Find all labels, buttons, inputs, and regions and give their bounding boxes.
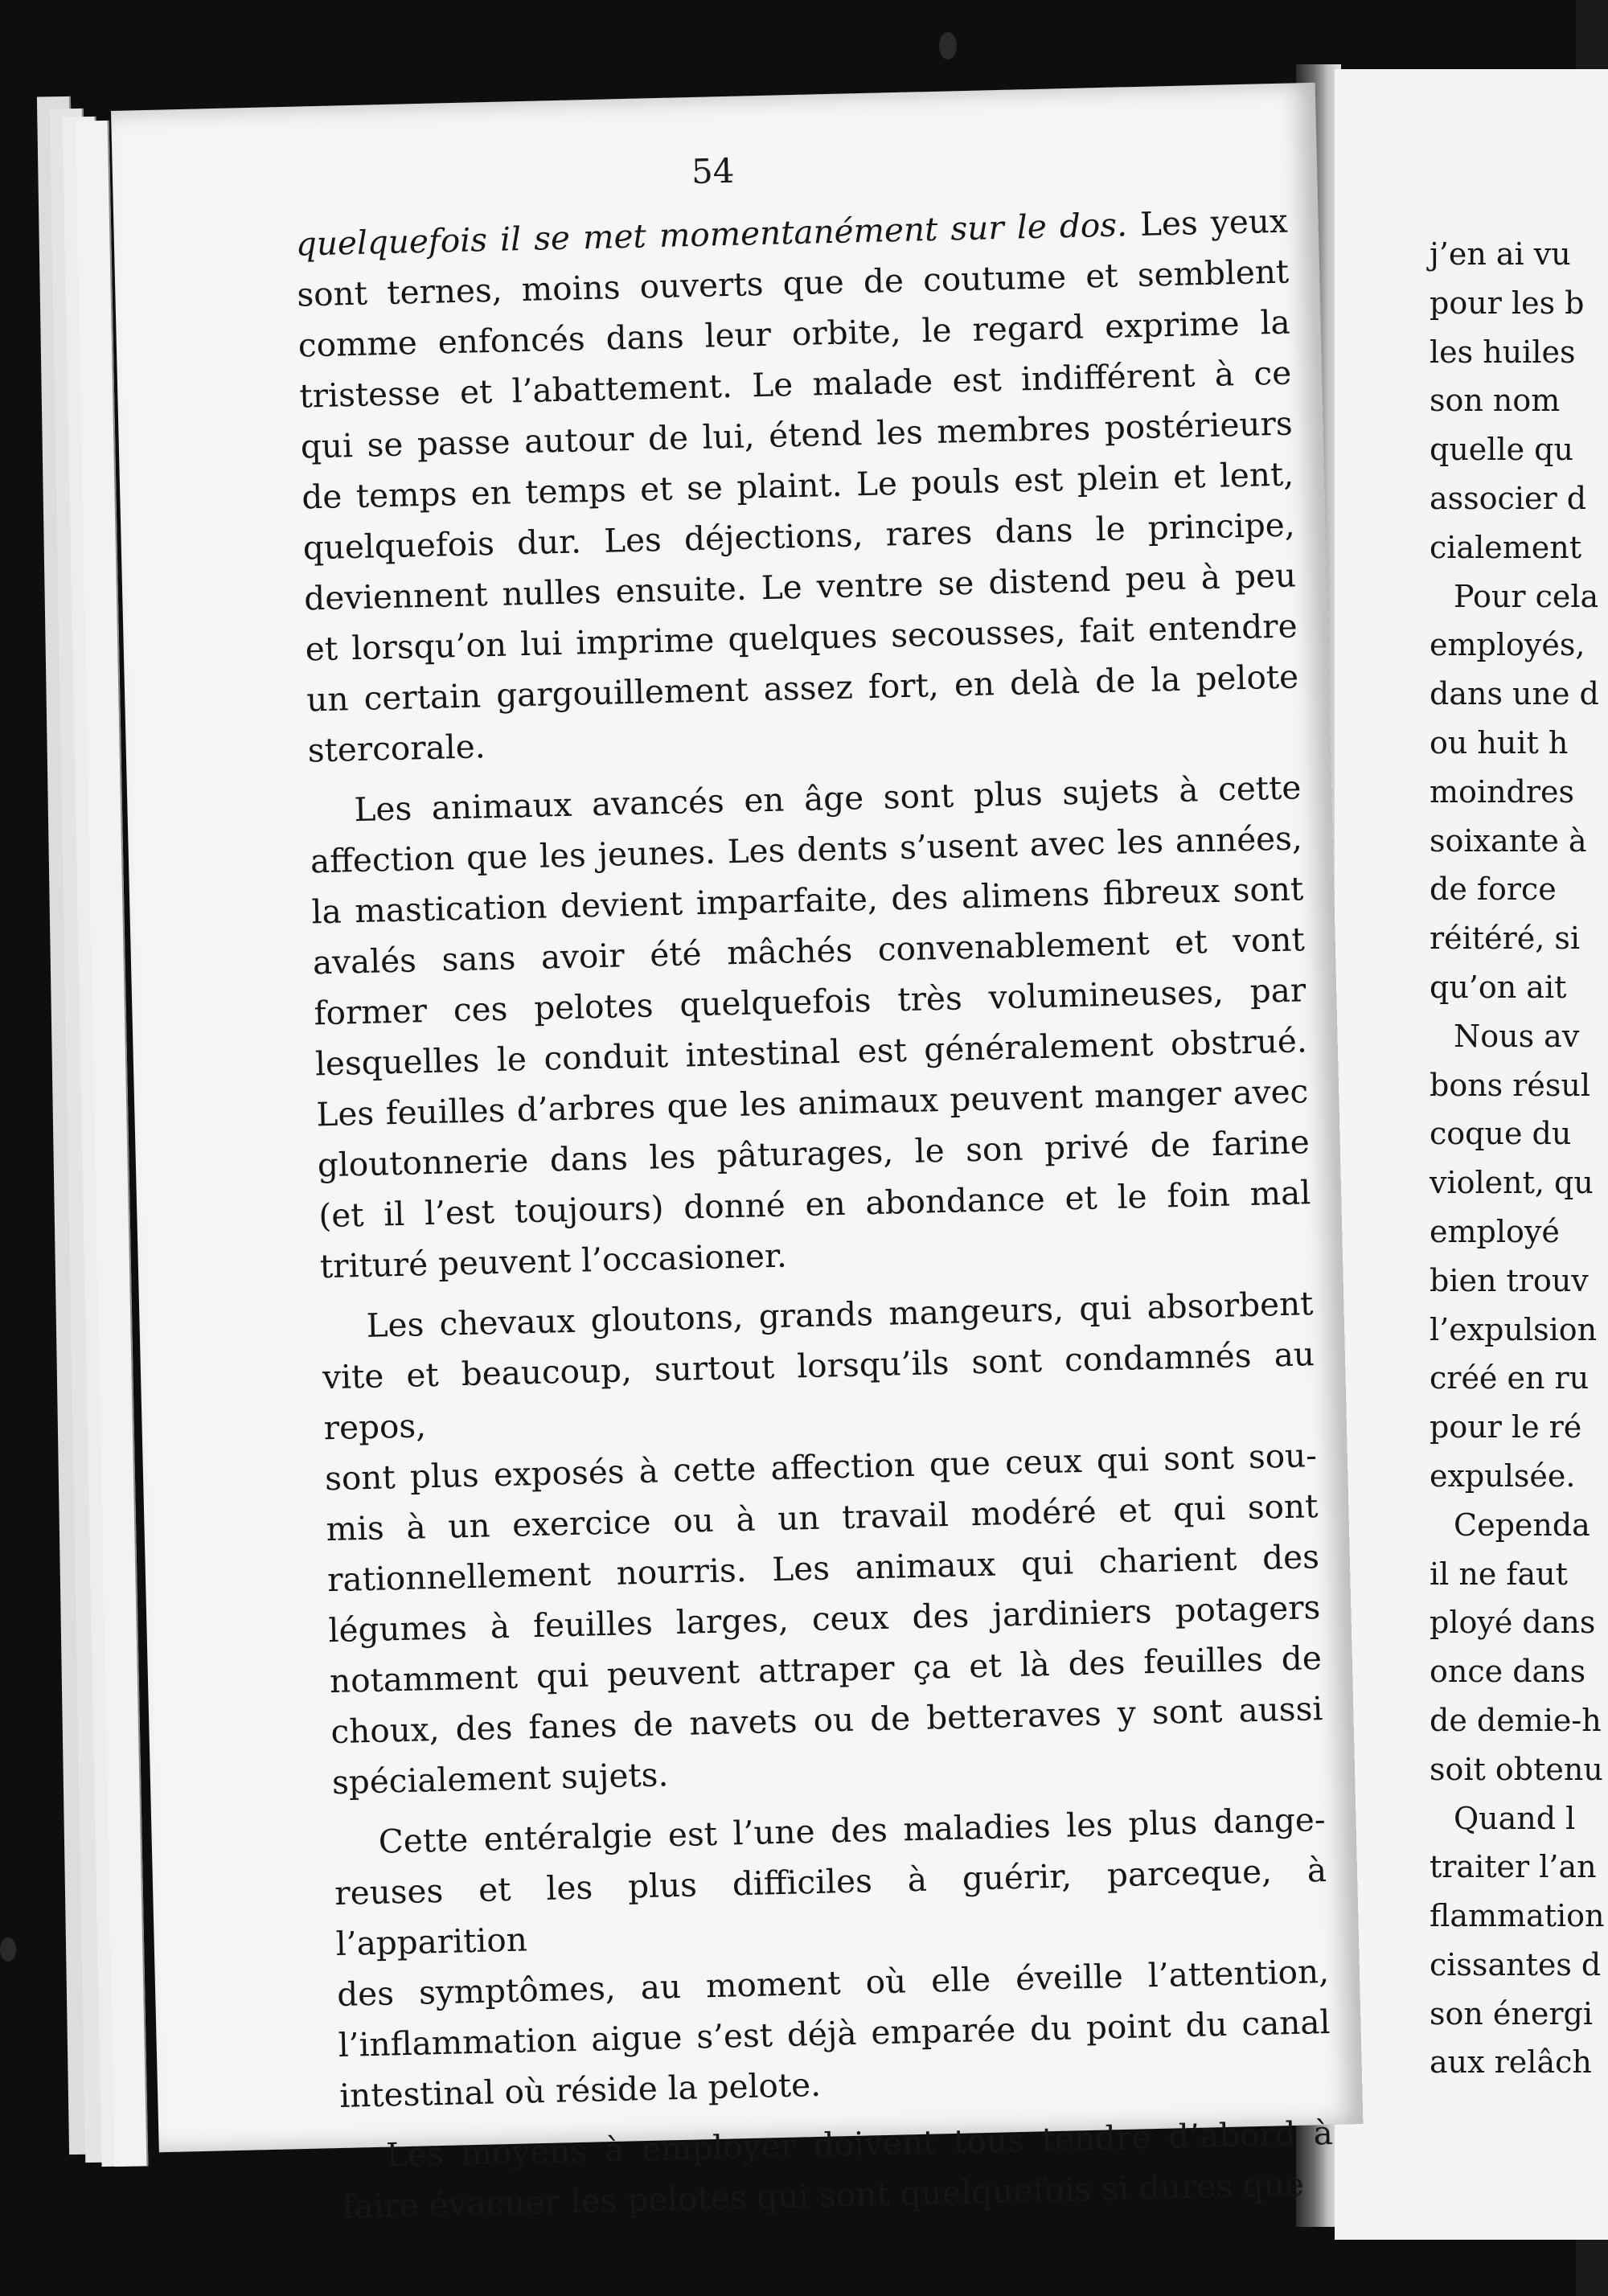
paragraph — [333, 1794, 1332, 2122]
left-page — [111, 83, 1363, 2226]
right-page-line: ployé dans — [1430, 1605, 1596, 1641]
right-page-line: il ne faut — [1430, 1556, 1568, 1592]
left-page-text — [295, 196, 1335, 2232]
text-span: Les yeux — [1126, 201, 1289, 244]
paragraph — [321, 1278, 1325, 1808]
right-page-line: Pour cela — [1454, 578, 1599, 614]
text-line: tristesse et l’abattement. Le malade est indifférent à ce — [298, 353, 1292, 416]
paragraph — [340, 2108, 1335, 2232]
text-line: sont plus exposés à cette affection que ceux qui sont sou- — [324, 1436, 1318, 1499]
right-page-line: aux relâch — [1430, 2044, 1592, 2081]
text-line: légumes à feuilles larges, ceux des jardiniers potagers — [328, 1588, 1321, 1650]
right-page-line: coque du — [1430, 1116, 1572, 1152]
right-page-line: pour les b — [1430, 285, 1585, 321]
right-page-line: j’en ai vu — [1430, 236, 1571, 272]
italic-phrase: quelquefois il se met momentanément sur le dos. — [295, 205, 1128, 264]
right-page-line: flammation — [1430, 1898, 1605, 1934]
scan-smudge — [939, 32, 957, 59]
right-page-line: l’expulsion — [1430, 1311, 1598, 1347]
right-page-line: Cependa — [1454, 1507, 1590, 1543]
text-line: Les animaux avancés en âge sont plus sujets à cette — [353, 768, 1302, 830]
text-line: Les moyens à employer doivent tous tendre d’abord à — [385, 2113, 1334, 2175]
text-line: Cette entéralgie est l’une des maladies les plus dange- — [378, 1800, 1327, 1861]
right-page-line: cialement — [1430, 529, 1581, 565]
text-line: intestinal où réside la pelote. — [338, 2064, 822, 2115]
text-line: rationnellement nourris. Les animaux qui charient des — [326, 1537, 1320, 1600]
paragraph — [295, 196, 1300, 777]
scan-smudge — [0, 1937, 16, 1962]
text-line: avalés sans avoir été mâchés convenablement et vont — [312, 920, 1306, 982]
right-page-line: expulsée. — [1430, 1458, 1576, 1494]
right-page-line: dans une d — [1430, 676, 1599, 712]
text-line: former ces pelotes quelquefois très volumineuses, par — [313, 970, 1306, 1033]
text-line: notamment qui peuvent attraper ça et là des feuilles de — [329, 1638, 1323, 1701]
text-line: quelquefois dur. Les déjections, rares dans le principe, — [302, 505, 1296, 568]
text-line: un certain gargouillement assez fort, en delà de la pelote — [306, 657, 1299, 720]
right-page-line: Nous av — [1454, 1018, 1580, 1054]
right-page-line: qu’on ait — [1430, 969, 1567, 1005]
text-line: de temps en temps et se plaint. Le pouls est plein et lent, — [301, 454, 1294, 517]
right-page-line: soit obtenu — [1430, 1751, 1603, 1787]
text-line: Les feuilles d’arbres que les animaux peuvent manger avec — [315, 1072, 1309, 1134]
right-page-line: employés, — [1430, 627, 1585, 663]
text-line: des symptômes, au moment où elle éveille l’attention, — [336, 1951, 1330, 2015]
right-page-line: traiter l’an — [1430, 1849, 1597, 1885]
right-page-line: réitéré, si — [1430, 920, 1581, 957]
right-page-line: créé en ru — [1430, 1360, 1590, 1396]
text-line: et lorsqu’on lui imprime quelques secousses, fait entendre — [305, 606, 1298, 669]
text-line: comme enfoncés dans leur orbite, le regard exprime la — [297, 302, 1291, 365]
text-line: qui se passe autour de lui, étend les membres postérieurs — [300, 404, 1294, 466]
right-page-line: les huiles — [1430, 334, 1576, 370]
text-line: sont ternes, moins ouverts que de coutume et semblent — [296, 252, 1290, 314]
right-page-line: cissantes d — [1430, 1946, 1602, 1982]
text-line: faire évacuer les pelotes qui sont quelquefois si dures que — [341, 2164, 1305, 2226]
right-page-line: associer d — [1430, 480, 1587, 516]
right-page-line: quelle qu — [1430, 432, 1573, 468]
paragraph — [309, 762, 1313, 1292]
right-page-line: bien trouv — [1430, 1262, 1589, 1298]
right-page-line: moindres — [1430, 773, 1575, 810]
page-number: 54 — [691, 150, 735, 192]
text-line: spécialement sujets. — [331, 1755, 669, 1802]
right-page-line: soixante à — [1430, 822, 1587, 859]
right-page-line: ou huit h — [1430, 724, 1569, 761]
right-page-line: son énergi — [1430, 1995, 1594, 2032]
text-line: l’inflammation aigue s’est déjà emparée du point du canal — [338, 2002, 1331, 2064]
text-line: affection que les jeunes. Les dents s’usent avec les années, — [310, 818, 1303, 881]
text-line: lesquelles le conduit intestinal est généralement obstrué. — [314, 1021, 1308, 1084]
right-page-line: Quand l — [1454, 1800, 1576, 1836]
right-page-line: pour le ré — [1430, 1409, 1582, 1445]
text-line: (et il l’est toujours) donné en abondance et le foin mal — [318, 1173, 1311, 1236]
right-page-text — [1430, 230, 1605, 2087]
right-page-line: violent, qu — [1430, 1165, 1594, 1201]
right-page-line: son nom — [1430, 383, 1561, 419]
text-line: trituré peuvent l’occasioner. — [319, 1236, 788, 1286]
text-line: choux, des fanes de navets ou de betteraves y sont aussi — [330, 1689, 1323, 1752]
text-line: deviennent nulles ensuite. Le ventre se distend peu à peu — [303, 556, 1297, 618]
right-page-line: de force — [1430, 871, 1557, 908]
text-line: la mastication devient imparfaite, des alimens fibreux sont — [310, 869, 1304, 932]
right-page-line: once dans — [1430, 1654, 1586, 1690]
text-line: mis à un exercice ou à un travail modéré et qui sont — [326, 1486, 1319, 1549]
right-page-line: employé — [1430, 1213, 1560, 1249]
text-line: Les chevaux gloutons, grands mangeurs, qui absorbent — [366, 1284, 1314, 1345]
right-page-line: bons résul — [1430, 1067, 1591, 1103]
right-page-line: de demie-h — [1430, 1702, 1602, 1738]
text-line: reuses et les plus difficiles à guérir, parceque, à l’apparition — [334, 1850, 1327, 1964]
text-line: gloutonnerie dans les pâturages, le son privé de farine — [317, 1122, 1311, 1185]
text-line: stercorale. — [307, 727, 486, 770]
text-line: vite et beaucoup, surtout lorsqu’ils sont condamnés au repos, — [322, 1335, 1315, 1448]
